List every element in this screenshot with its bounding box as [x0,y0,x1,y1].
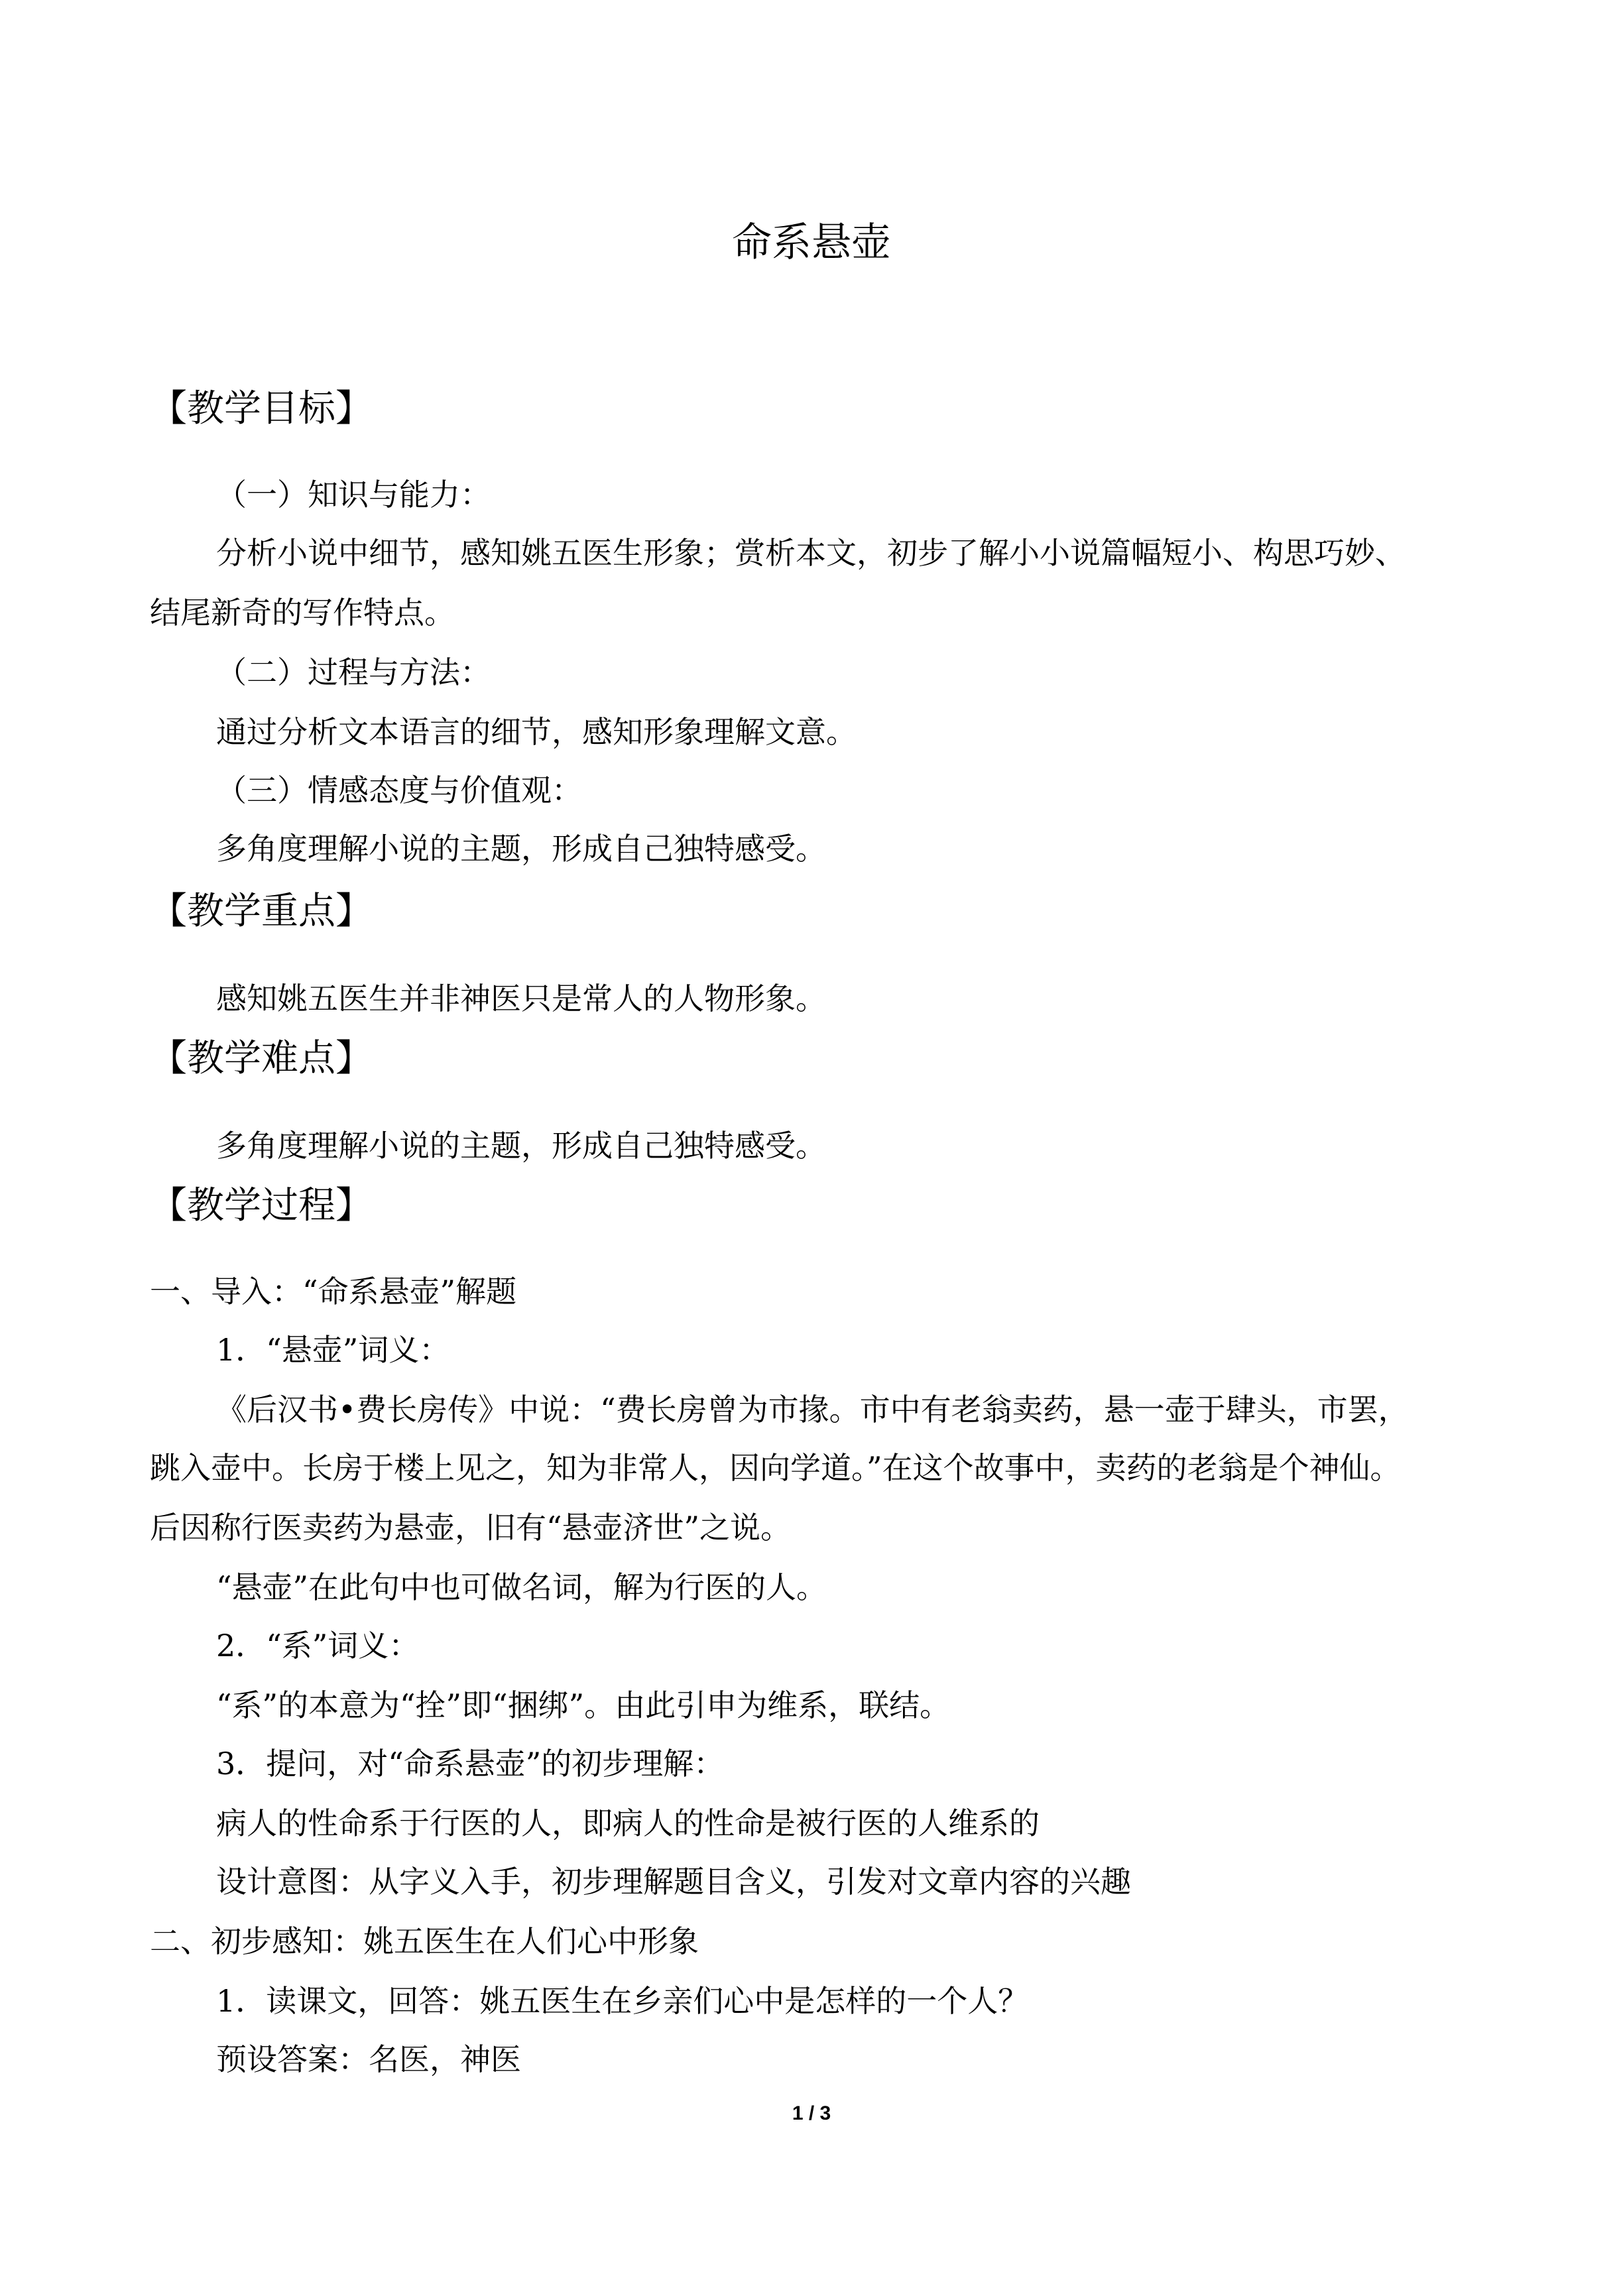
difficulty-text: 多角度理解小说的主题，形成自己独特感受。 [216,1128,826,1164]
goal1-label: （一）知识与能力： [216,477,491,513]
part1-item1-text-line3: 后因称行医卖药为悬壶，旧有“悬壶济世”之说。 [150,1510,792,1545]
document-title: 命系悬壶 [732,219,891,266]
part2-item1: 1．读课文，回答：姚五医生在乡亲们心中是怎样的一个人？ [216,1983,1029,2019]
section-heading-key: 【教学重点】 [150,890,373,933]
page-indicator: 1 / 3 [792,2102,831,2124]
goal3-label: （三）情感态度与价值观： [216,772,582,808]
part1-title: 一、导入：“命系悬壶”解题 [150,1274,517,1309]
part2-answer: 预设答案：名医，神医 [216,2041,521,2077]
part1-item1-text-line4: “悬壶”在此句中也可做名词，解为行医的人。 [216,1569,827,1605]
section-heading-process: 【教学过程】 [150,1184,373,1227]
goal2-text: 通过分析文本语言的细节，感知形象理解文意。 [216,714,857,750]
key-text: 感知姚五医生并非神医只是常人的人物形象。 [216,981,826,1016]
goal1-text-line2: 结尾新奇的写作特点。 [150,595,455,631]
goal3-text: 多角度理解小说的主题，形成自己独特感受。 [216,831,826,867]
part1-item3-text: 病人的性命系于行医的人，即病人的性命是被行医的人维系的 [216,1805,1040,1841]
section-heading-goals: 【教学目标】 [150,387,373,430]
part1-item2-text: “系”的本意为“拴”即“捆绑”。由此引申为维系，联结。 [216,1687,951,1723]
goal2-label: （二）过程与方法： [216,654,491,690]
goal1-text-line1: 分析小说中细节，感知姚五医生形象；赏析本文，初步了解小小说篇幅短小、构思巧妙、 [216,535,1406,571]
part1-item1: 1．“悬壶”词义： [216,1332,450,1368]
part1-item2: 2．“系”词义： [216,1628,420,1663]
part1-item3: 3．提问，对“命系悬壶”的初步理解： [216,1746,725,1782]
section-heading-difficulty: 【教学难点】 [150,1037,373,1080]
part1-item1-text-line2: 跳入壶中。长房于楼上见之，知为非常人，因向学道。”在这个故事中，卖药的老翁是个神仙。 [150,1450,1401,1486]
part2-title: 二、初步感知：姚五医生在人们心中形象 [150,1923,699,1959]
part1-design-intent: 设计意图：从字义入手，初步理解题目含义，引发对文章内容的兴趣 [216,1864,1131,1900]
part1-item1-text-line1: 《后汉书•费长房传》中说：“费长房曾为市掾。市中有老翁卖药，悬一壶于肆头，市罢， [216,1392,1409,1427]
